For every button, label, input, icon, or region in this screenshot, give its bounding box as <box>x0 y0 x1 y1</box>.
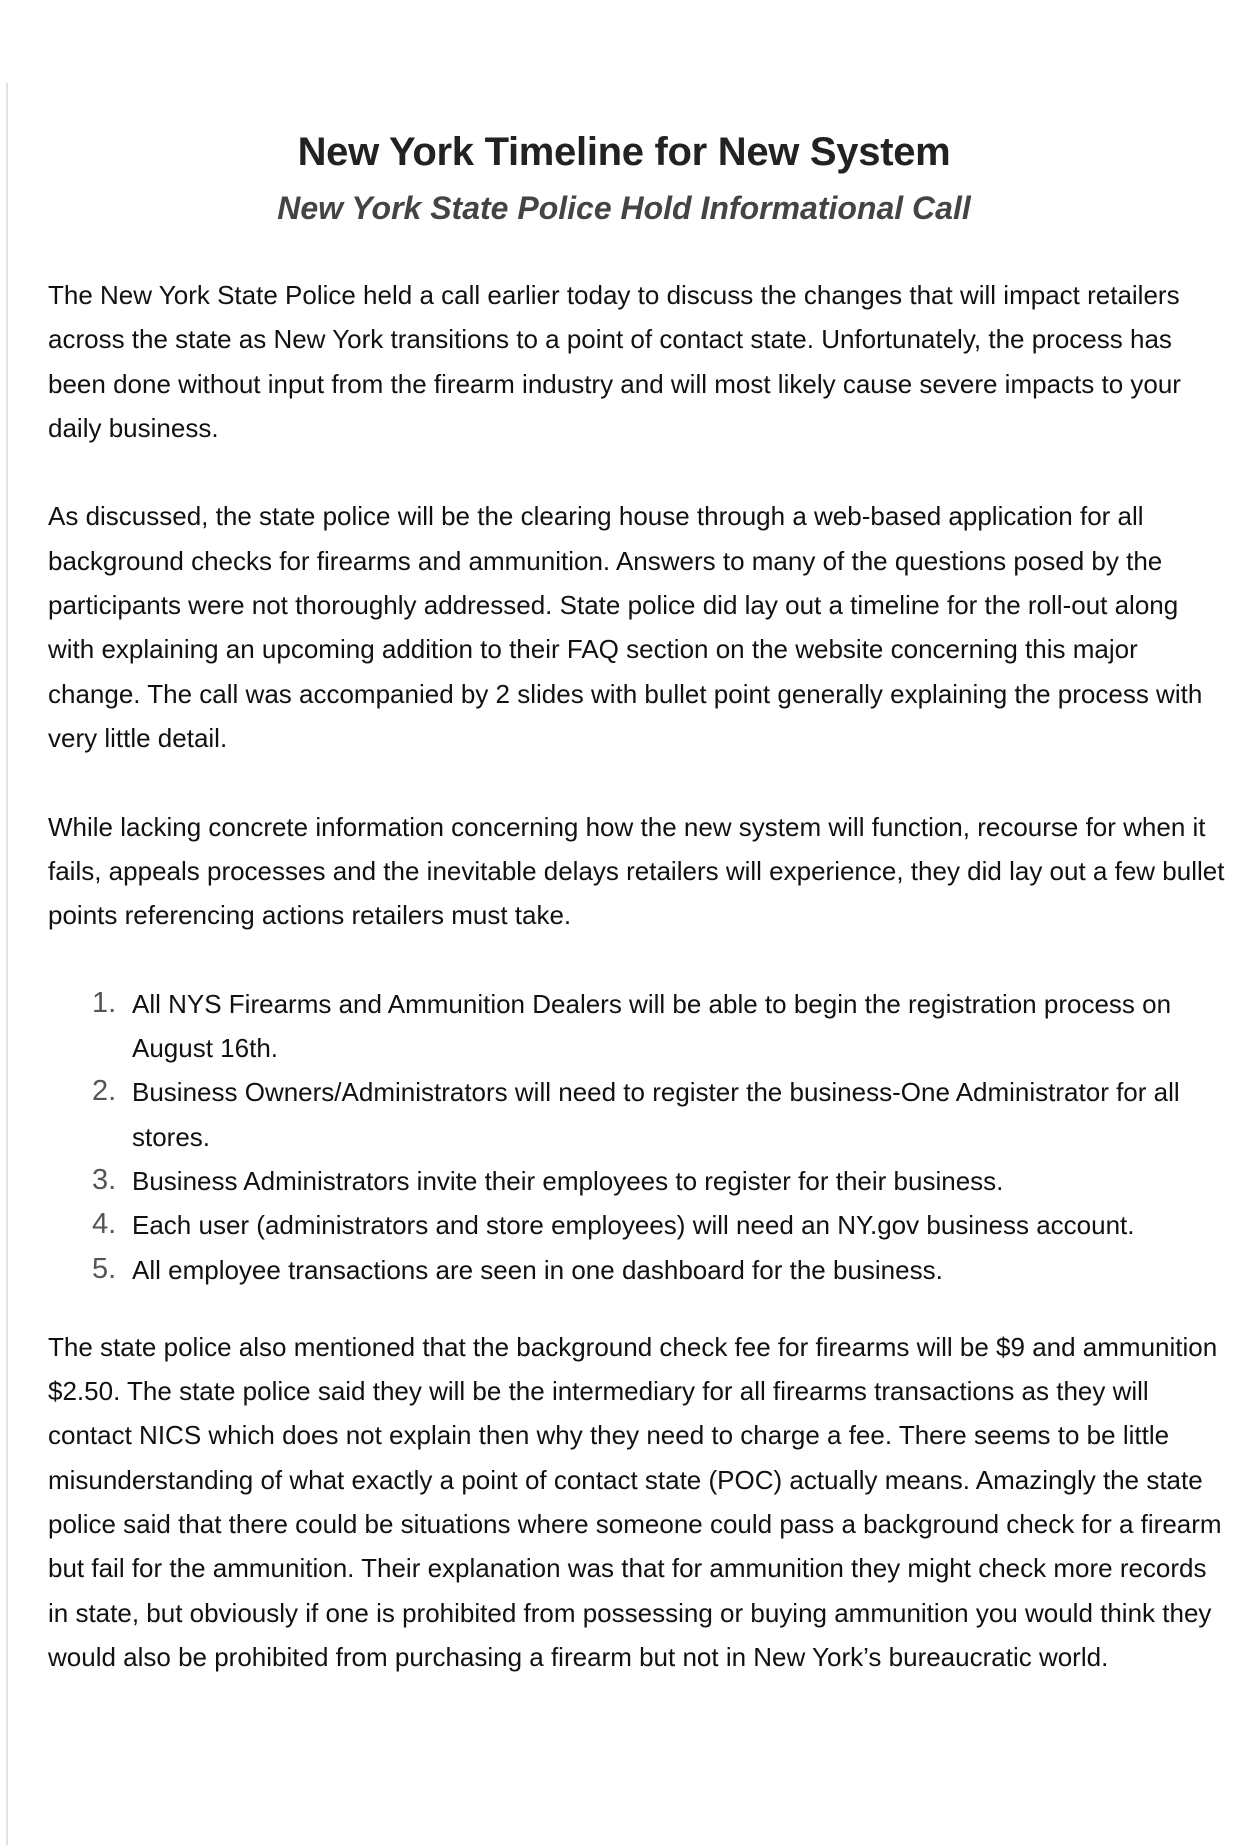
action-list <box>48 982 1230 1292</box>
list-text: All NYS Firearms and Ammunition Dealers will be able to begin the registration process on August 16th. <box>132 988 1172 1064</box>
list-text: Each user (administrators and store employees) will need an NY.gov business account. <box>132 1210 1135 1241</box>
list-text: Business Owners/Administrators will need to register the business-One Administrator for all stores. <box>132 1077 1180 1152</box>
list-text: Business Administrators invite their employees to register for their business. <box>132 1165 1004 1196</box>
list-item <box>92 1248 1230 1292</box>
list-item <box>92 1203 1230 1247</box>
page-title: New York Timeline for New System <box>297 130 951 174</box>
paragraph: As discussed, the state police will be the clearing house through a web-based application for all background checks for firearms and ammunition. Answers to many of the questions posed by the participants were not thoroughly addressed. State police did lay out a timeline for the roll-out along with explaining an upcoming addition to their FAQ section on the website concerning this major change. The call was accompanied by 2 slides with bullet point generally explaining the process with very little detail. <box>48 501 1203 753</box>
list-item <box>92 982 1230 1071</box>
list-item <box>92 1159 1230 1203</box>
paragraph: The New York State Police held a call earlier today to discuss the changes that will impact retailers across the state as New York transitions to a point of contact state. Unfortunately, the process has been done without input from the firearm industry and will most likely cause severe impacts to your daily business. <box>48 280 1181 443</box>
list-number: 3. <box>92 1163 117 1196</box>
list-number: 1. <box>92 986 117 1019</box>
article-body <box>48 273 1230 1724</box>
list-text: All employee transactions are seen in one dashboard for the business. <box>132 1254 943 1285</box>
closing-paragraph: The state police also mentioned that the background check fee for firearms will be $9 and ammunition $2.50. The state police said they will be the intermediary for all firearms transactions as they will contact NICS which does not explain then why they need to charge a fee. There seems to be little misunderstanding of what exactly a point of contact state (POC) actually means. Amazingly the state police said that there could be situations where someone could pass a background check for a firearm but fail for the ammunition. Their explanation was that for ammunition they might check more records in state, but obviously if one is prohibited from possessing or buying ammunition you would think they would also be prohibited from purchasing a firearm but not in New York’s bureaucratic world. <box>48 1331 1222 1672</box>
list-item <box>92 1070 1230 1159</box>
list-number: 4. <box>92 1208 117 1241</box>
list-number: 5. <box>92 1252 117 1285</box>
page-subtitle: New York State Police Hold Informational Call <box>277 190 971 226</box>
list-number: 2. <box>92 1075 117 1108</box>
page-left-edge <box>6 83 8 1845</box>
paragraph: While lacking concrete information concerning how the new system will function, recourse for when it fails, appeals processes and the inevitable delays retailers will experience, they did lay out a few bullet points referencing actions retailers must take. <box>48 811 1225 931</box>
